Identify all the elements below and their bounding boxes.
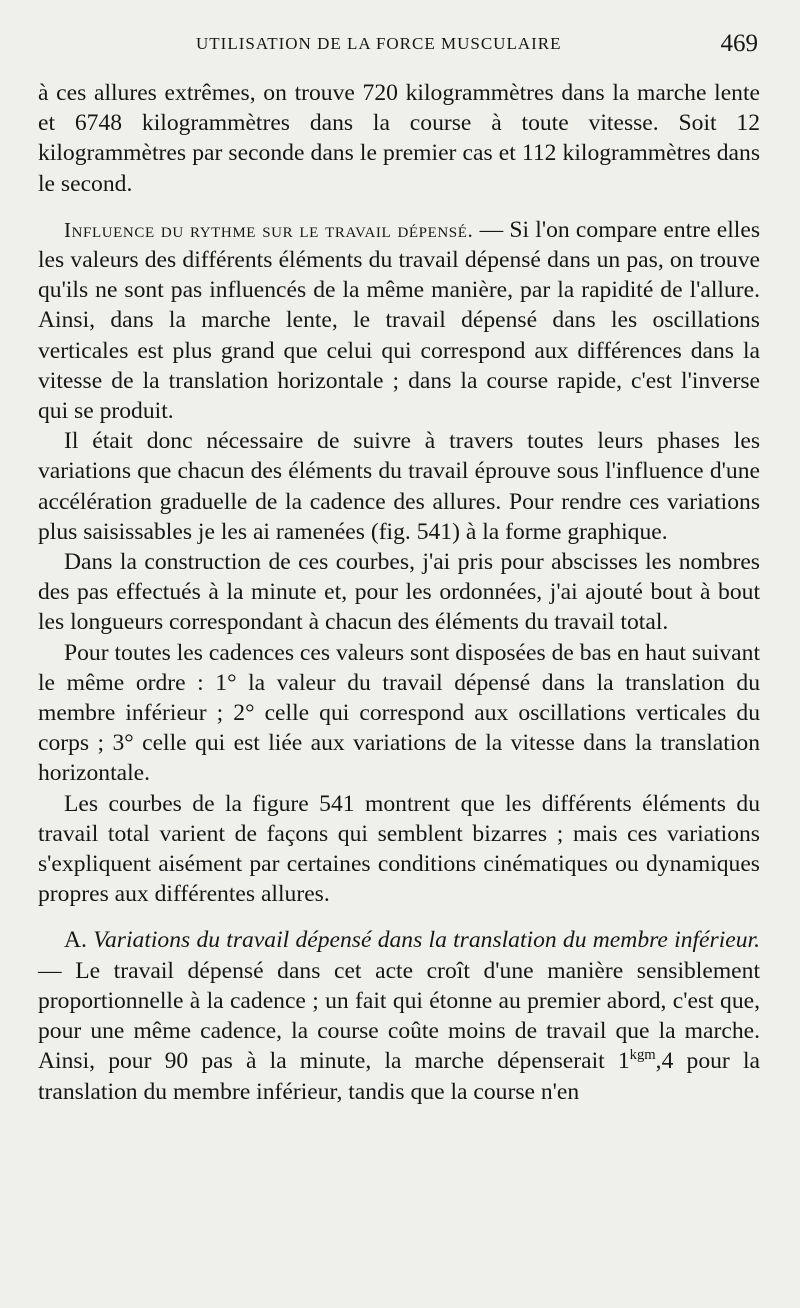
paragraph-3: Il était donc nécessaire de suivre à travers toutes leurs phases les variations que chacun des éléments du travail éprouve sous l'influence d'une accélération graduelle de la cadence des allures. Pour rendre ces variations plus saisissables je les ai ramenées (fig. 541) à la forme graphique. [38, 428, 760, 545]
paragraph-5: Pour toutes les cadences ces valeurs sont disposées de bas en haut suivant le même ordre : 1° la valeur du travail dépensé dans la translation du membre inférieur ; 2° celle qui correspond aux oscillations verticales du corps ; 3° celle qui est liée aux variations de la vitesse dans la translation horizontale. [38, 639, 760, 787]
running-title: UTILISATION DE LA FORCE MUSCULAIRE [196, 34, 562, 53]
paragraph-7-text-b: ,4 pour la translation du membre inférieur, tandis que la course n'en [38, 1048, 760, 1105]
page-number: 469 [720, 30, 758, 57]
section-heading-rythme: Influence du rythme sur le travail dépensé. [64, 217, 474, 242]
paragraph-7-text-a: — Le travail dépensé dans cet acte croît d'une manière sensiblement proportionnelle à la cadence ; un fait qui étonne au premier abord, c'est que, pour une même cadence, la course coûte moins de travail que la marche. Ainsi, pour 90 pas à la minute, la marche dépenserait 1 [38, 957, 760, 1075]
paragraph-7 [38, 925, 760, 1106]
paragraph-2 [38, 215, 760, 426]
paragraph-6: Les courbes de la figure 541 montrent que les différents éléments du travail total varient de façons qui semblent bizarres ; mais ces variations s'expliquent aisément par certaines conditions cinématiques ou dynamiques propres aux différentes allures. [38, 790, 760, 908]
paragraph-2-text: — Si l'on compare entre elles les valeurs des différents éléments du travail dépensé dans un pas, on trouve qu'ils ne sont pas influencés de la même manière, par la rapidité de l'allure. Ainsi, dans la marche lente, le travail dépensé dans les oscillations verticales est plus grand que celui qui correspond aux différences dans la vitesse de la translation horizontale ; dans la course rapide, c'est l'inverse qui se produit. [38, 216, 761, 425]
section-heading-a: Variations du travail dépensé dans la translation du membre inférieur. [93, 927, 760, 954]
unit-superscript: kgm [629, 1047, 656, 1064]
paragraph-1: à ces allures extrêmes, on trouve 720 kilogrammètres dans la marche lente et 6748 kilogrammètres dans la course à toute vitesse. Soit 12 kilogrammètres par seconde dans le premier cas et 112 kilogrammètres dans le second. [38, 80, 760, 197]
section-label-a: A. [64, 927, 94, 954]
page-header [38, 30, 758, 70]
page-body [38, 78, 760, 1107]
paragraph-4: Dans la construction de ces courbes, j'ai pris pour abscisses les nombres des pas effectués à la minute et, pour les ordonnées, j'ai ajouté bout à bout les longueurs correspondant à chacun des éléments du travail total. [38, 549, 760, 636]
